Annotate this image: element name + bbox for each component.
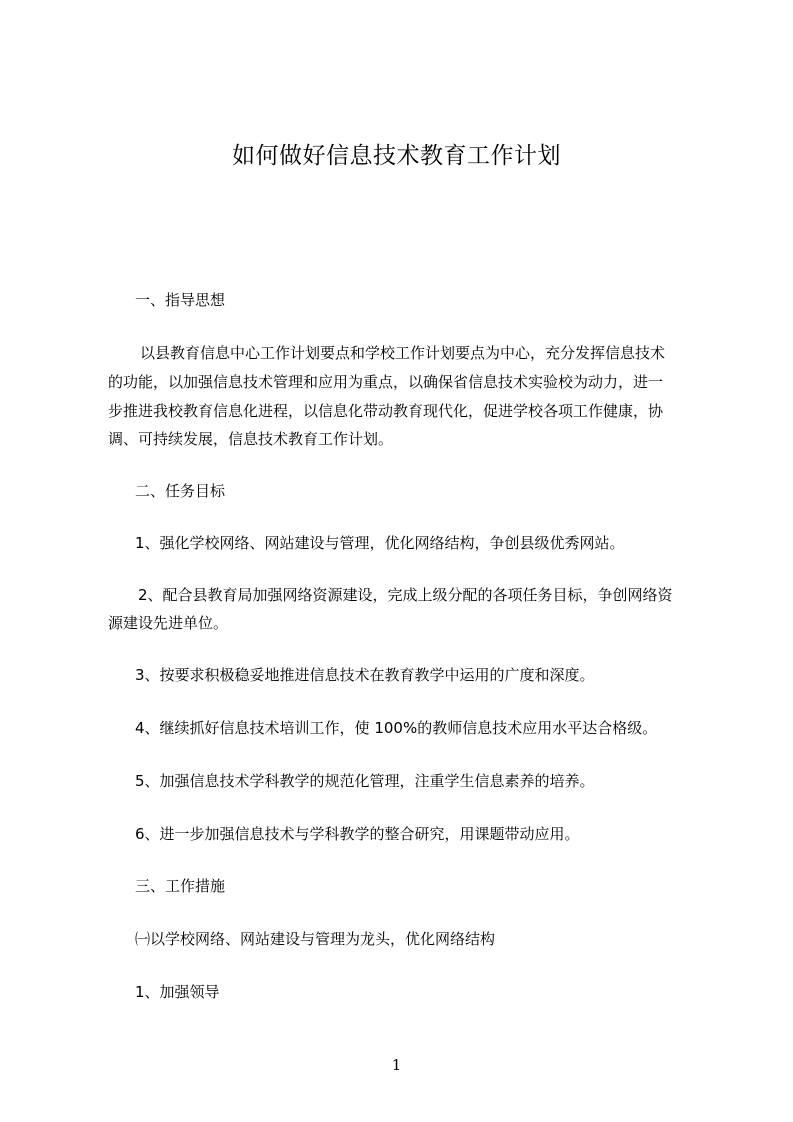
measure-item-1: 1、加强领导	[135, 983, 220, 1001]
section-heading-work-measures: 三、工作措施	[135, 877, 226, 895]
paragraph-line: 2、配合县教育局加强网络资源建设，完成上级分配的各项任务目标，争创网络资	[138, 586, 673, 604]
goal-item-4: 4、继续抓好信息技术培训工作，使 100%的教师信息技术应用水平达合格级。	[135, 719, 658, 737]
paragraph-line: 以县教育信息中心工作计划要点和学校工作计划要点为中心，充分发挥信息技术	[140, 344, 666, 362]
paragraph-line: 的功能，以加强信息技术管理和应用为重点，以确保省信息技术实验校为动力，进一	[108, 373, 664, 391]
document-title: 如何做好信息技术教育工作计划	[232, 143, 561, 169]
section-heading-guiding-ideology: 一、指导思想	[135, 291, 226, 309]
goal-item-5: 5、加强信息技术学科教学的规范化管理，注重学生信息素养的培养。	[135, 772, 595, 790]
measure-subheading-1: ㈠以学校网络、网站建设与管理为龙头，优化网络结构	[135, 930, 496, 948]
paragraph-line: 调、可持续发展，信息技术教育工作计划。	[108, 430, 394, 448]
page-number: 1	[391, 1056, 402, 1074]
goal-item-6: 6、进一步加强信息技术与学科教学的整合研究，用课题带动应用。	[135, 825, 580, 843]
goal-item-3: 3、按要求积极稳妥地推进信息技术在教育教学中运用的广度和深度。	[135, 666, 595, 684]
section-heading-task-goals: 二、任务目标	[135, 482, 226, 500]
paragraph-line: 源建设先进单位。	[108, 614, 229, 632]
paragraph-line: 步推进我校教育信息化进程，以信息化带动教育现代化，促进学校各项工作健康，协	[108, 402, 664, 420]
goal-item-1: 1、强化学校网络、网站建设与管理，优化网络结构，争创县级优秀网站。	[135, 534, 625, 552]
